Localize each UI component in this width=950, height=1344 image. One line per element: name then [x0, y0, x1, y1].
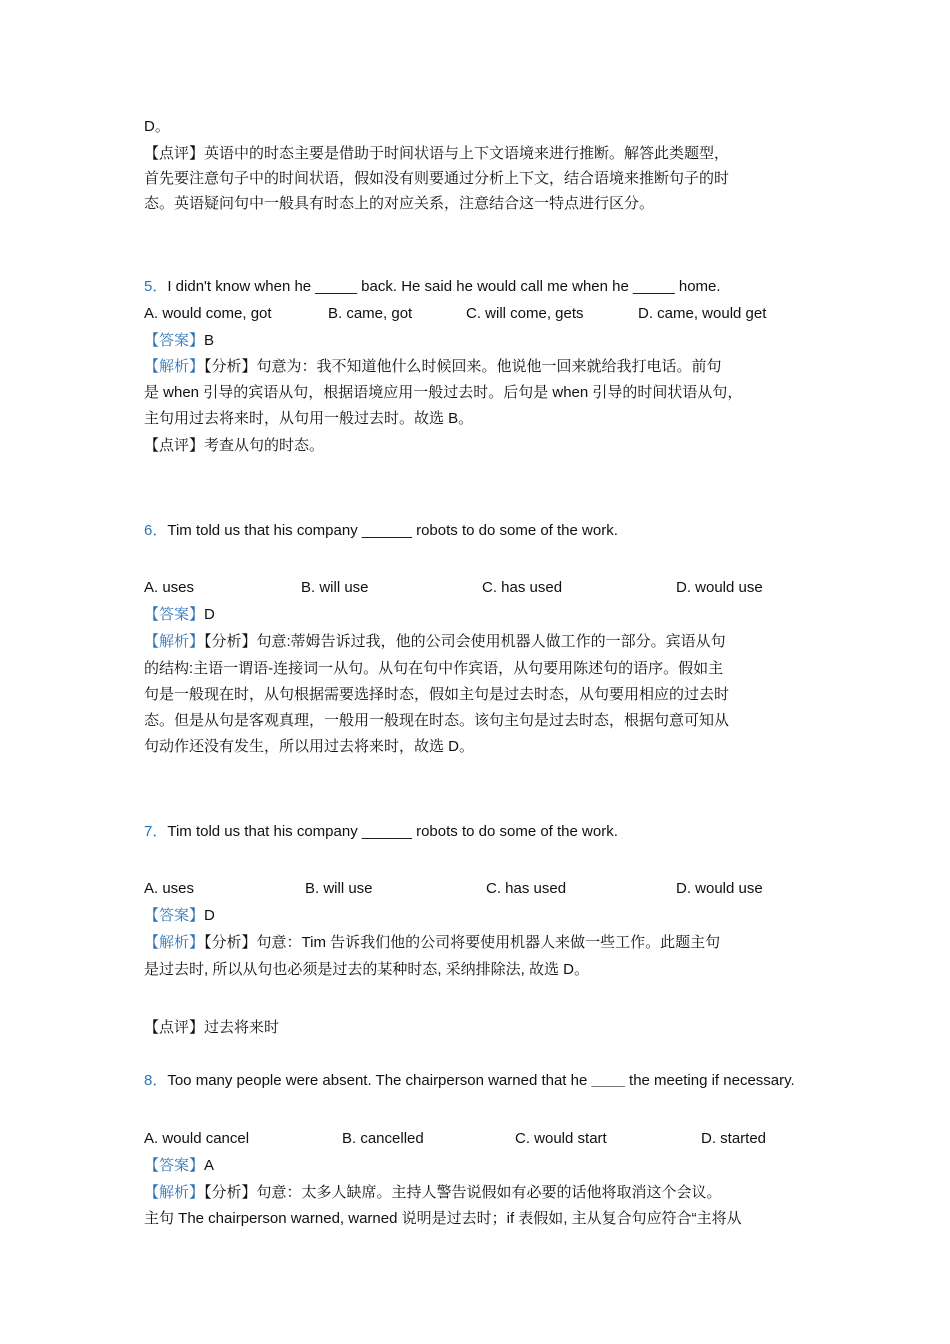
q8-answer	[144, 1156, 214, 1176]
prev-comment-line: 态。英语疑问句中一般具有时态上的对应关系，注意结合这一特点进行区分。	[144, 195, 655, 212]
question-stem: I didn't know when he _____ back. He said he would call me when he _____ home.	[167, 278, 721, 295]
q5-answer	[144, 331, 214, 351]
option-d: D. would use	[676, 880, 763, 897]
option-c: C. has used	[482, 579, 563, 596]
option-c: C. has used	[486, 880, 567, 897]
option-a: A. uses	[144, 880, 195, 897]
q5-comment: 【点评】考查从句的时态。	[144, 437, 325, 454]
q6-analysis-line: 态。但是从句是客观真理，一般用一般现在时态。该句主句是过去时态，根据句意可知从	[144, 712, 730, 729]
question-blank: ____	[591, 1072, 625, 1089]
option-a: A. uses	[144, 579, 195, 596]
question-stem: Tim told us that his company ______ robots to do some of the work.	[167, 823, 618, 840]
q8-analysis-line	[144, 1183, 722, 1203]
q6-options	[144, 578, 804, 598]
answer-value: D	[204, 907, 215, 924]
q6-analysis-line: 的结构:主语一谓语-连接词一从句。从句在句中作宾语，从句要用陈述句的语序。假如主	[144, 660, 724, 677]
q6-answer	[144, 605, 215, 625]
answer-label: 【答案】	[144, 1157, 205, 1174]
answer-label: 【答案】	[144, 907, 205, 924]
answer-value: B	[204, 332, 215, 349]
answer-label: 【答案】	[144, 606, 205, 623]
question-8	[144, 1071, 795, 1091]
option-c: C. would start	[515, 1130, 607, 1147]
option-c: C. will come, gets	[466, 305, 584, 322]
question-number: 5．	[144, 278, 168, 295]
q6-analysis-line	[144, 632, 726, 652]
analysis-label: 【解析】	[144, 633, 205, 650]
analysis-text: 【分析】句意：太多人缺席。主持人警告说假如有必要的话他将取消这个会议。	[204, 1184, 722, 1201]
option-d: D. would use	[676, 579, 763, 596]
q5-analysis-line: 主句用过去将来时，从句用一般过去时。故选 B。	[144, 410, 474, 427]
prev-comment-line: 首先要注意句子中的时间状语，假如没有则要通过分析上下文，结合语境来推断句子的时	[144, 170, 730, 187]
q6-analysis-line: 句动作还没有发生，所以用过去将来时，故选 D。	[144, 738, 475, 755]
q7-comment: 【点评】过去将来时	[144, 1019, 280, 1036]
question-7	[144, 822, 618, 842]
prev-answer-tail: D。	[144, 118, 170, 135]
q7-analysis-line: 是过去时, 所以从句也必须是过去的某种时态, 采纳排除法, 故选 D。	[144, 961, 590, 978]
option-a: A. would come, got	[144, 305, 272, 322]
analysis-label: 【解析】	[144, 1184, 205, 1201]
answer-label: 【答案】	[144, 332, 205, 349]
q5-analysis-line	[144, 357, 722, 377]
q6-analysis-line: 句是一般现在时，从句根据需要选择时态，假如主句是过去时态，从句要用相应的过去时	[144, 686, 730, 703]
option-b: B. will use	[301, 579, 369, 596]
question-5	[144, 277, 721, 297]
analysis-text: 【分析】句意为：我不知道他什么时候回来。他说他一回来就给我打电话。前句	[204, 358, 722, 375]
analysis-label: 【解析】	[144, 934, 205, 951]
option-b: B. cancelled	[342, 1130, 424, 1147]
option-a: A. would cancel	[144, 1130, 250, 1147]
question-stem-after: the meeting if necessary.	[624, 1072, 795, 1089]
q8-options	[144, 1129, 804, 1149]
q7-answer	[144, 906, 215, 926]
option-b: B. will use	[305, 880, 373, 897]
analysis-text: 【分析】句意:蒂姆告诉过我，他的公司会使用机器人做工作的一部分。宾语从句	[204, 633, 726, 650]
analysis-label: 【解析】	[144, 358, 205, 375]
q8-analysis-line: 主句 The chairperson warned, warned 说明是过去时；if 表假如, 主从复合句应符合“主将从	[144, 1210, 742, 1227]
prev-comment-line: 【点评】英语中的时态主要是借助于时间状语与上下文语境来进行推断。解答此类题型，	[144, 145, 730, 162]
option-d: D. started	[701, 1130, 767, 1147]
q5-analysis-line: 是 when 引导的宾语从句，根据语境应用一般过去时。后句是 when 引导的时间状语从句，	[144, 384, 743, 401]
question-6	[144, 521, 618, 541]
question-stem: Tim told us that his company ______ robots to do some of the work.	[167, 522, 618, 539]
question-number: 6．	[144, 522, 168, 539]
question-stem-before: Too many people were absent. The chairperson warned that he	[167, 1072, 592, 1089]
question-number: 8．	[144, 1072, 168, 1089]
q7-options	[144, 879, 804, 899]
question-number: 7．	[144, 823, 168, 840]
answer-value: A	[204, 1157, 215, 1174]
option-b: B. came, got	[328, 305, 413, 322]
analysis-text: 【分析】句意：Tim 告诉我们他的公司将要使用机器人来做一些工作。此题主句	[204, 934, 721, 951]
q5-options	[144, 304, 804, 324]
q7-analysis-line	[144, 933, 720, 953]
answer-value: D	[204, 606, 215, 623]
option-d: D. came, would get	[638, 305, 767, 322]
